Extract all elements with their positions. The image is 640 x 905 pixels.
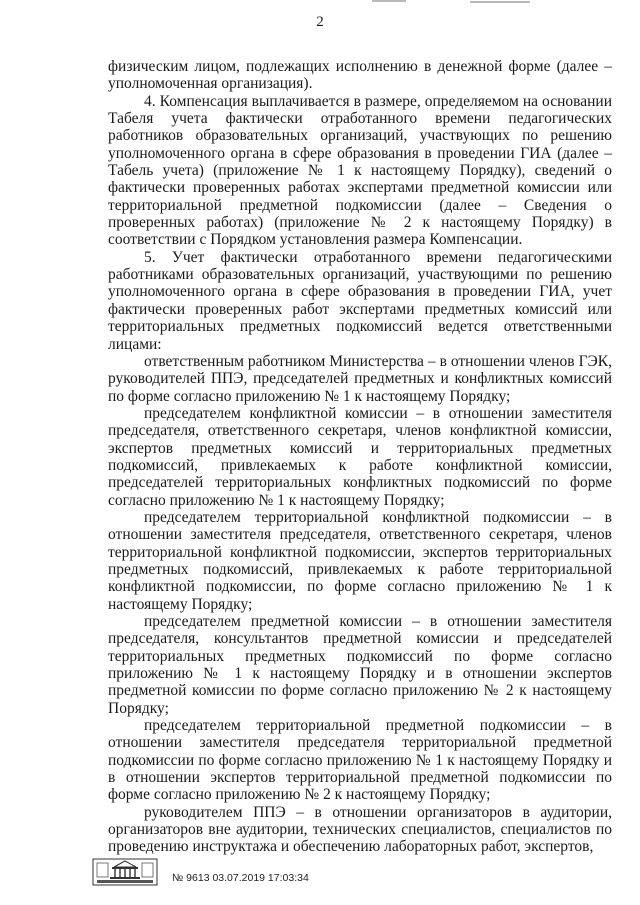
paragraph: руководителем ППЭ – в отношении организаторов в аудитории, организаторов вне аудитории, технических специалистов, специалистов по проведению инструктажа и обеспечению лабораторных работ, экспертов, xyxy=(108,803,612,856)
paragraph: 5. Учет фактически отработанного времени педагогическими работниками образовательных организаций, участвующими по решению уполномоченного органа в сфере образования в проведении ГИА, учет фактически проверенных работ экспертами предметных комиссий или территориальных предметных подкомиссий ведется ответственными лицами: xyxy=(108,248,612,353)
document-footer xyxy=(92,858,412,888)
paragraph: председателем территориальной конфликтной подкомиссии – в отношении заместителя председателя, ответственного секретаря, членов территориальной конфликтной подкомиссии, экспертов территориальных предметных подкомиссий, привлекаемых к работе территориальной конфликтной подкомиссии, по форме согласно приложению № 1 к настоящему Порядку; xyxy=(108,508,612,613)
scan-artifact xyxy=(470,1,530,3)
paragraph: председателем территориальной предметной подкомиссии – в отношении заместителя председателя территориальной предметной подкомиссии по форме согласно приложению № 1 к настоящему Порядку и в отношении экспертов территориальной предметной подкомиссии по форме согласно приложению № 2 к настоящему Порядку; xyxy=(108,717,612,804)
government-building-stamp-icon xyxy=(92,858,158,886)
document-registration-ref: № 9613 03.07.2019 17:03:34 xyxy=(172,872,309,884)
document-body xyxy=(108,58,612,856)
page-number: 2 xyxy=(316,14,324,30)
paragraph: председателем предметной комиссии – в отношении заместителя председателя, консультантов предметной комиссии и председателей территориальных предметных подкомиссий по форме согласно приложению № 1 к настоящему Порядку и в отношении экспертов предметной комиссии по форме согласно приложению № 2 к настоящему Порядку; xyxy=(108,613,612,717)
paragraph: физическим лицом, подлежащих исполнению в денежной форме (далее – уполномоченная организация). xyxy=(108,58,612,93)
scan-artifact xyxy=(372,0,406,2)
paragraph: ответственным работником Министерства – в отношении членов ГЭК, руководителей ППЭ, председателей предметных и конфликтных комиссий по форме согласно приложению № 1 к настоящему Порядку; xyxy=(108,352,612,405)
paragraph: председателем конфликтной комиссии – в отношении заместителя председателя, ответственного секретаря, членов конфликтной комиссии, экспертов предметных комиссий и территориальных предметных подкомиссий, привлекаемых к работе конфликтной комиссии, председателей территориальных конфликтных подкомиссий по форме согласно приложению № 1 к настоящему Порядку; xyxy=(108,404,612,509)
paragraph: 4. Компенсация выплачивается в размере, определяемом на основании Табеля учета фактически отработанного времени педагогических работников образовательных организаций, участвующих по решению уполномоченного органа в сфере образования в проведении ГИА (далее – Табель учета) (приложение № 1 к настоящему Порядку), сведений о фактически проверенных работах экспертами предметной комиссии или территориальной предметной подкомиссии (далее – Сведения о проверенных работах) (приложение № 2 к настоящему Порядку) в соответствии с Порядком установления размера Компенсации. xyxy=(108,92,612,249)
